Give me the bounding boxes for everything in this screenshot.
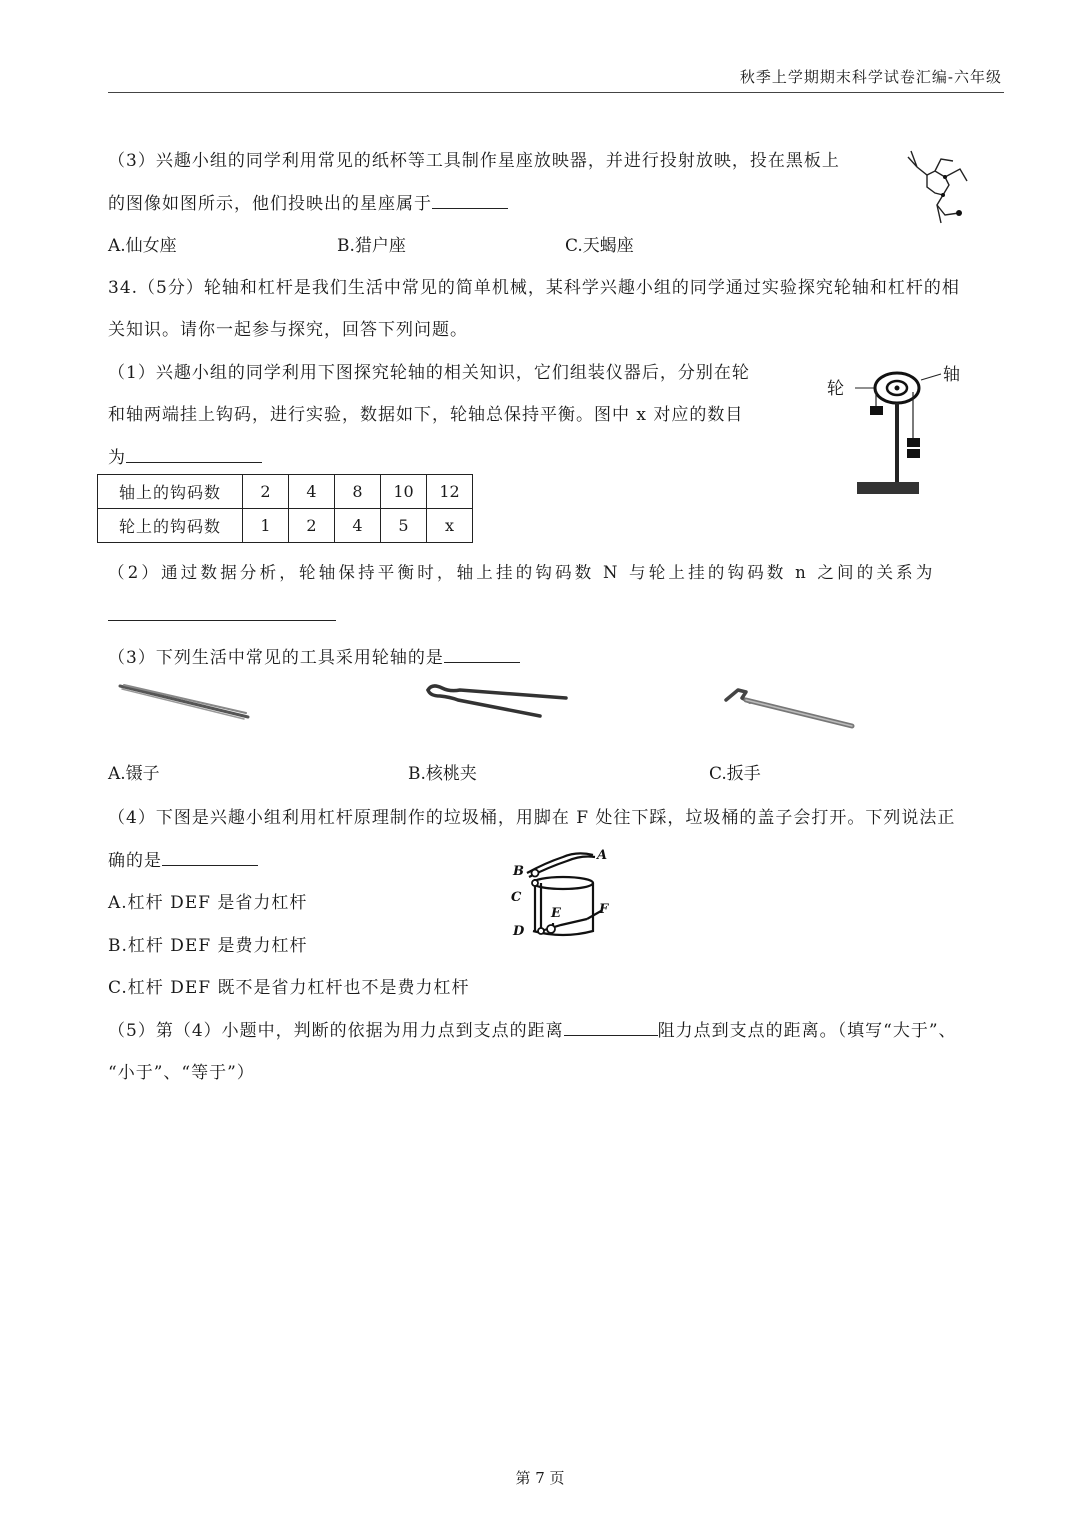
q34-4-line2 bbox=[108, 846, 258, 871]
table-row-head: 轮上的钩码数 bbox=[98, 509, 243, 543]
q33-3-line1: （3）兴趣小组的同学利用常见的纸杯等工具制作星座放映器，并进行投射放映，投在黑板上 bbox=[108, 151, 840, 171]
q34-3-option-c: C.扳手 bbox=[709, 764, 761, 784]
answer-blank[interactable] bbox=[564, 1018, 658, 1036]
table-row-head: 轴上的钩码数 bbox=[98, 475, 243, 509]
data-table bbox=[97, 474, 473, 543]
q34-2-answer-line bbox=[108, 603, 336, 626]
answer-blank[interactable] bbox=[108, 603, 336, 621]
answer-blank[interactable] bbox=[432, 191, 508, 209]
page-header: 秋季上学期期末科学试卷汇编-六年级 bbox=[739, 68, 1002, 86]
table-cell: 8 bbox=[335, 475, 381, 509]
header-rule bbox=[108, 92, 1004, 93]
q34-line2: 关知识。请你一起参与探究，回答下列问题。 bbox=[108, 320, 468, 340]
q34-3-text: （3）下列生活中常见的工具采用轮轴的是 bbox=[108, 648, 444, 668]
table-cell: 2 bbox=[243, 475, 289, 509]
table-cell: x bbox=[427, 509, 473, 543]
answer-blank[interactable] bbox=[162, 848, 258, 866]
q34-4-option-c: C.杠杆 DEF 既不是省力杠杆也不是费力杠杆 bbox=[108, 978, 470, 998]
bin-label-b: B bbox=[513, 864, 524, 879]
table-row bbox=[98, 475, 473, 509]
q33-3-option-b: B.猎户座 bbox=[337, 236, 406, 256]
constellation-figure bbox=[905, 145, 975, 225]
table-cell: 12 bbox=[427, 475, 473, 509]
wheel-axle-figure bbox=[825, 360, 980, 500]
answer-blank[interactable] bbox=[126, 445, 262, 463]
bin-label-a: A bbox=[597, 848, 608, 863]
q34-3-option-a: A.镊子 bbox=[108, 764, 160, 784]
q34-2-line1: （2）通过数据分析，轮轴保持平衡时，轴上挂的钩码数 N 与轮上挂的钩码数 n 之间的关系为 bbox=[108, 563, 936, 582]
trash-bin-figure bbox=[505, 843, 625, 943]
bin-label-d: D bbox=[513, 924, 525, 939]
wheel-label: 轮 bbox=[827, 379, 844, 399]
page-footer: 第 7 页 bbox=[515, 1469, 565, 1487]
q33-3-option-a: A.仙女座 bbox=[108, 236, 177, 256]
q34-1-line2: 和轴两端挂上钩码，进行实验，数据如下，轮轴总保持平衡。图中 x 对应的数目 bbox=[108, 405, 744, 425]
q34-3-line1 bbox=[108, 643, 520, 668]
table-cell: 10 bbox=[381, 475, 427, 509]
q34-1-line3-text: 为 bbox=[108, 448, 126, 468]
table-cell: 5 bbox=[381, 509, 427, 543]
axle-label: 轴 bbox=[943, 365, 960, 385]
q34-4-line1: （4）下图是兴趣小组利用杠杆原理制作的垃圾桶，用脚在 F 处往下踩，垃圾桶的盖子会打开。下列说法正 bbox=[108, 808, 956, 828]
q34-1-line3 bbox=[108, 443, 262, 468]
q34-5-line2: “小于”、“等于”） bbox=[108, 1063, 255, 1083]
q33-3-line2 bbox=[108, 189, 508, 214]
q34-5-text-b: 阻力点到支点的距离。（填写“大于”、 bbox=[657, 1021, 957, 1041]
table-cell: 1 bbox=[243, 509, 289, 543]
table-row bbox=[98, 509, 473, 543]
table-cell: 4 bbox=[335, 509, 381, 543]
q33-3-option-c: C.天蝎座 bbox=[565, 236, 634, 256]
table-cell: 2 bbox=[289, 509, 335, 543]
q34-3-option-b: B.核桃夹 bbox=[408, 764, 477, 784]
q34-4-option-b: B.杠杆 DEF 是费力杠杆 bbox=[108, 936, 308, 956]
q34-4-option-a: A.杠杆 DEF 是省力杠杆 bbox=[108, 893, 308, 913]
bin-label-e: E bbox=[551, 906, 561, 921]
q34-5-line1 bbox=[108, 1016, 957, 1041]
tweezers-image bbox=[118, 683, 253, 723]
q34-5-text-a: （5）第（4）小题中，判断的依据为用力点到支点的距离 bbox=[108, 1021, 564, 1041]
q34-4-text: 确的是 bbox=[108, 851, 162, 871]
nutcracker-image bbox=[420, 680, 570, 720]
wrench-image bbox=[720, 686, 860, 732]
bin-label-f: F bbox=[599, 902, 609, 917]
bin-label-c: C bbox=[511, 890, 522, 905]
q34-line1: 34.（5分）轮轴和杠杆是我们生活中常见的简单机械，某科学兴趣小组的同学通过实验探究轮轴和杠杆的相 bbox=[108, 278, 960, 298]
table-cell: 4 bbox=[289, 475, 335, 509]
q33-3-line2-text: 的图像如图所示，他们投映出的星座属于 bbox=[108, 194, 432, 214]
q34-1-line1: （1）兴趣小组的同学利用下图探究轮轴的相关知识，它们组装仪器后，分别在轮 bbox=[108, 363, 750, 383]
answer-blank[interactable] bbox=[444, 645, 520, 663]
